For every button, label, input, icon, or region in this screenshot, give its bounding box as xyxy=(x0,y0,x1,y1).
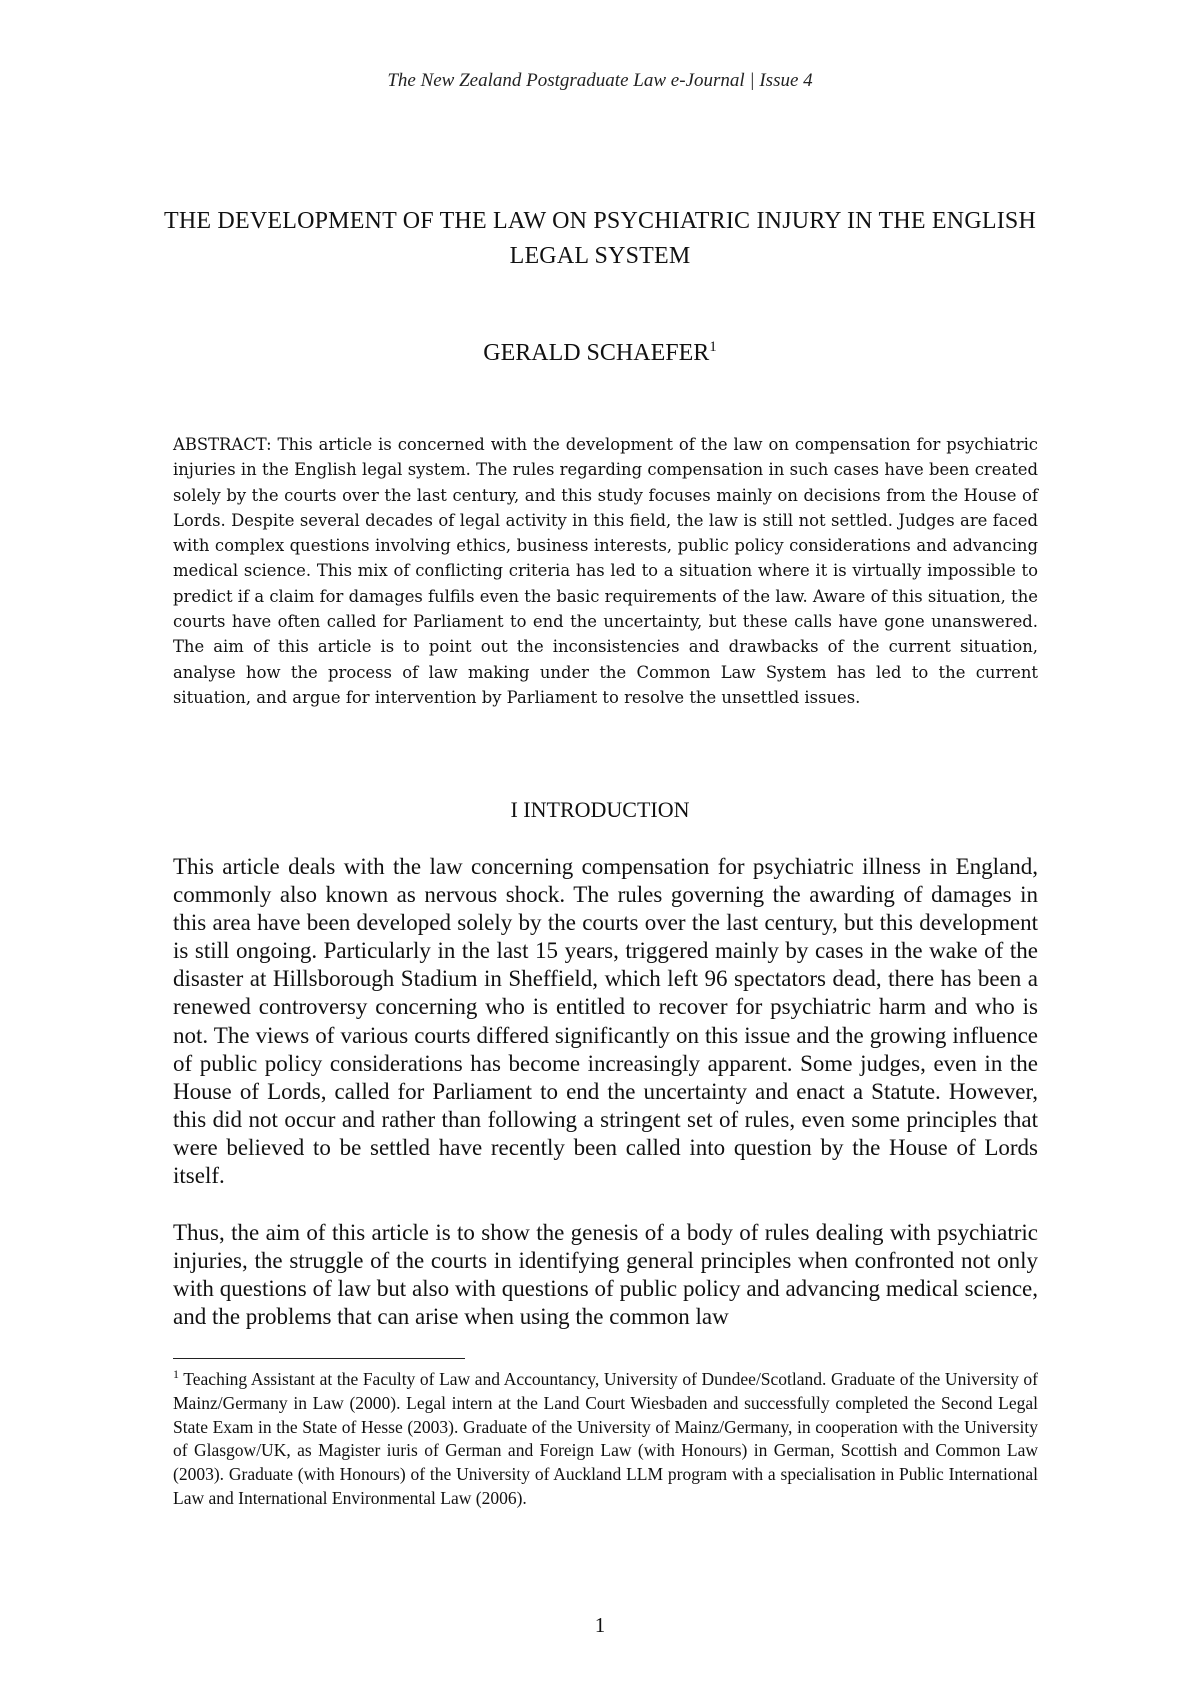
author-name-text: GERALD SCHAEFER xyxy=(483,340,710,366)
footnote-text: Teaching Assistant at the Faculty of Law and Accountancy, University of Dundee/Scotland. Graduate of the University of Mainz/Germany in Law (2000). Legal intern at the Land Court Wiesbaden and successfully completed the Second Legal State Exam in the State of Hesse (2003). Graduate of the University of Mainz/Germany, in cooperation with the University of Glasgow/UK, as Magister iuris of German and Foreign Law (with Honours) in German, Scottish and Common Law (2003). Graduate (with Honours) of the University of Auckland LLM program with a specialisation in Public International Law and International Environmental Law (2006). xyxy=(173,1369,1038,1508)
page-number: 1 xyxy=(594,1613,606,1637)
footnote xyxy=(173,1368,1038,1511)
footnote-divider xyxy=(173,1358,465,1359)
article-title: THE DEVELOPMENT OF THE LAW ON PSYCHIATRIC INJURY IN THE ENGLISH LEGAL SYSTEM xyxy=(163,208,1036,269)
footnote-marker: 1 xyxy=(173,1367,179,1382)
body-paragraph: Thus, the aim of this article is to show the genesis of a body of rules dealing with psychiatric injuries, the struggle of the courts in identifying general principles when confronted not only with questions of law but also with questions of public policy and advancing medical science, and the problems that can arise when using the common law xyxy=(173,1220,1038,1330)
abstract: ABSTRACT: This article is concerned with the development of the law on compensation for psychiatric injuries in the English legal system. The rules regarding compensation in such cases have been created solely by the courts over the last century, and this study focuses mainly on decisions from the House of Lords. Despite several decades of legal activity in this field, the law is still not settled. Judges are faced with complex questions involving ethics, business interests, public policy considerations and advancing medical science. This mix of conflicting criteria has led to a situation where it is virtually impossible to predict if a claim for damages fulfils even the basic requirements of the law. Aware of this situation, the courts have often called for Parliament to end the uncertainty, but these calls have gone unanswered. The aim of this article is to point out the inconsistencies and drawbacks of the current situation, analyse how the process of law making under the Common Law System has led to the current situation, and argue for intervention by Parliament to resolve the unsettled issues. xyxy=(173,435,1038,707)
body-paragraph: This article deals with the law concerning compensation for psychiatric illness in England, commonly also known as nervous shock. The rules governing the awarding of damages in this area have been developed solely by the courts over the last century, but this development is still ongoing. Particularly in the last 15 years, triggered mainly by cases in the wake of the disaster at Hillsborough Stadium in Sheffield, which left 96 spectators dead, there has been a renewed controversy concerning who is entitled to recover for psychiatric harm and who is not. The views of various courts differed significantly on this issue and the growing influence of public policy considerations has become increasingly apparent. Some judges, even in the House of Lords, called for Parliament to end the uncertainty and enact a Statute. However, this did not occur and rather than following a stringent set of rules, even some principles that were believed to be settled have recently been called into question by the House of Lords itself. xyxy=(173,854,1038,1189)
author-name xyxy=(0,340,1200,367)
running-header: The New Zealand Postgraduate Law e-Journal | Issue 4 xyxy=(387,70,813,91)
section-heading: I INTRODUCTION xyxy=(510,797,690,822)
footnote-reference[interactable]: 1 xyxy=(709,339,717,355)
